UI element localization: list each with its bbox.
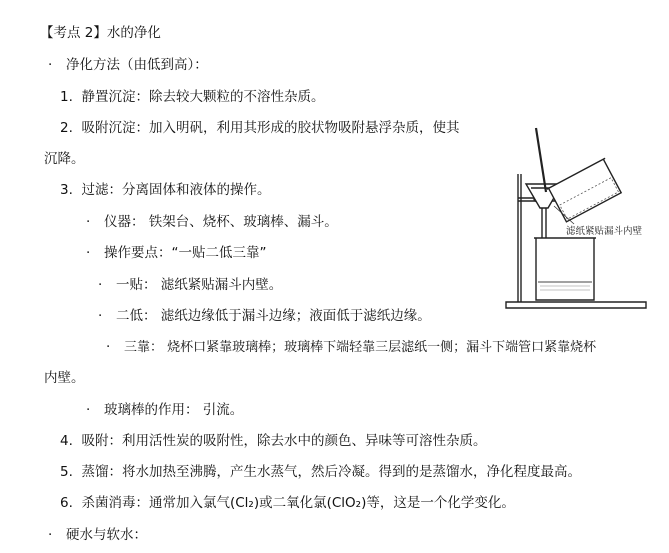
- bullet: ·: [98, 277, 103, 293]
- key-points-text: 操作要点：“一贴二低三靠”: [104, 245, 267, 261]
- item-text: 杀菌消毒：通常加入氯气(Cl₂)或二氧化氯(ClO₂)等，这是一个化学变化。: [81, 495, 515, 511]
- bullet: ·: [98, 308, 103, 324]
- bullet: ·: [48, 57, 53, 73]
- item-text: 静置沉淀：除去较大颗粒的不溶性杂质。: [81, 89, 325, 105]
- list-item-1: [60, 88, 324, 106]
- item-number: 1.: [60, 89, 73, 105]
- receiving-beaker: [536, 238, 594, 300]
- instruments-line: [86, 213, 338, 231]
- item-number: 3.: [60, 182, 73, 198]
- list-item-2-continuation: 沉降。: [44, 151, 85, 167]
- methods-intro-text: 净化方法（由低到高）：: [66, 57, 208, 73]
- pouring-beaker: [547, 158, 623, 223]
- hard-soft-water: [48, 526, 147, 544]
- item-number: 5.: [60, 464, 73, 480]
- item-text: 吸附沉淀：加入明矾，利用其形成的胶状物吸附悬浮杂质，使其: [81, 120, 460, 136]
- one-paste-line: [98, 276, 282, 294]
- item-number: 2.: [60, 120, 73, 136]
- two-low-text: 二低： 滤纸边缘低于漏斗边缘；液面低于滤纸边缘。: [116, 308, 431, 324]
- list-item-3: [60, 181, 270, 199]
- three-lean-text: 三靠： 烧杯口紧靠玻璃棒；玻璃棒下端轻靠三层滤纸一侧；漏斗下端管口紧靠烧杯: [124, 340, 597, 355]
- hard-soft-text: 硬水与软水：: [66, 527, 147, 543]
- section-heading: 【考点 2】水的净化: [40, 25, 161, 41]
- glass-rod-line: [86, 401, 243, 419]
- bullet: ·: [86, 245, 91, 261]
- one-paste-text: 一贴： 滤纸紧贴漏斗内壁。: [116, 277, 283, 293]
- filtration-apparatus-figure: [496, 118, 666, 328]
- glass-rod-text: 玻璃棒的作用： 引流。: [104, 402, 244, 418]
- glass-rod: [536, 128, 546, 192]
- bullet: ·: [86, 402, 91, 418]
- bullet: ·: [106, 339, 111, 355]
- two-low-line: [98, 307, 431, 325]
- item-text: 蒸馏：将水加热至沸腾，产生水蒸气，然后冷凝。得到的是蒸馏水，净化程度最高。: [81, 464, 581, 480]
- three-lean-continuation: 内壁。: [44, 370, 85, 386]
- item-text: 吸附：利用活性炭的吸附性，除去水中的颜色、异味等可溶性杂质。: [81, 433, 487, 449]
- instruments-text: 仪器： 铁架台、烧杯、玻璃棒、漏斗。: [104, 214, 338, 230]
- bullet: ·: [48, 527, 53, 543]
- item-number: 6.: [60, 495, 73, 511]
- list-item-5: [60, 463, 581, 481]
- bullet: ·: [86, 214, 91, 230]
- three-lean-line: [106, 338, 596, 357]
- list-item-2: [60, 119, 459, 137]
- list-item-4: [60, 432, 486, 450]
- figure-label: 滤纸紧贴漏斗内壁: [566, 226, 643, 237]
- item-number: 4.: [60, 433, 73, 449]
- item-text: 过滤：分离固体和液体的操作。: [81, 182, 271, 198]
- methods-intro: [48, 56, 208, 74]
- key-points-line: [86, 244, 267, 262]
- stand-base: [506, 302, 646, 308]
- list-item-6: [60, 494, 515, 512]
